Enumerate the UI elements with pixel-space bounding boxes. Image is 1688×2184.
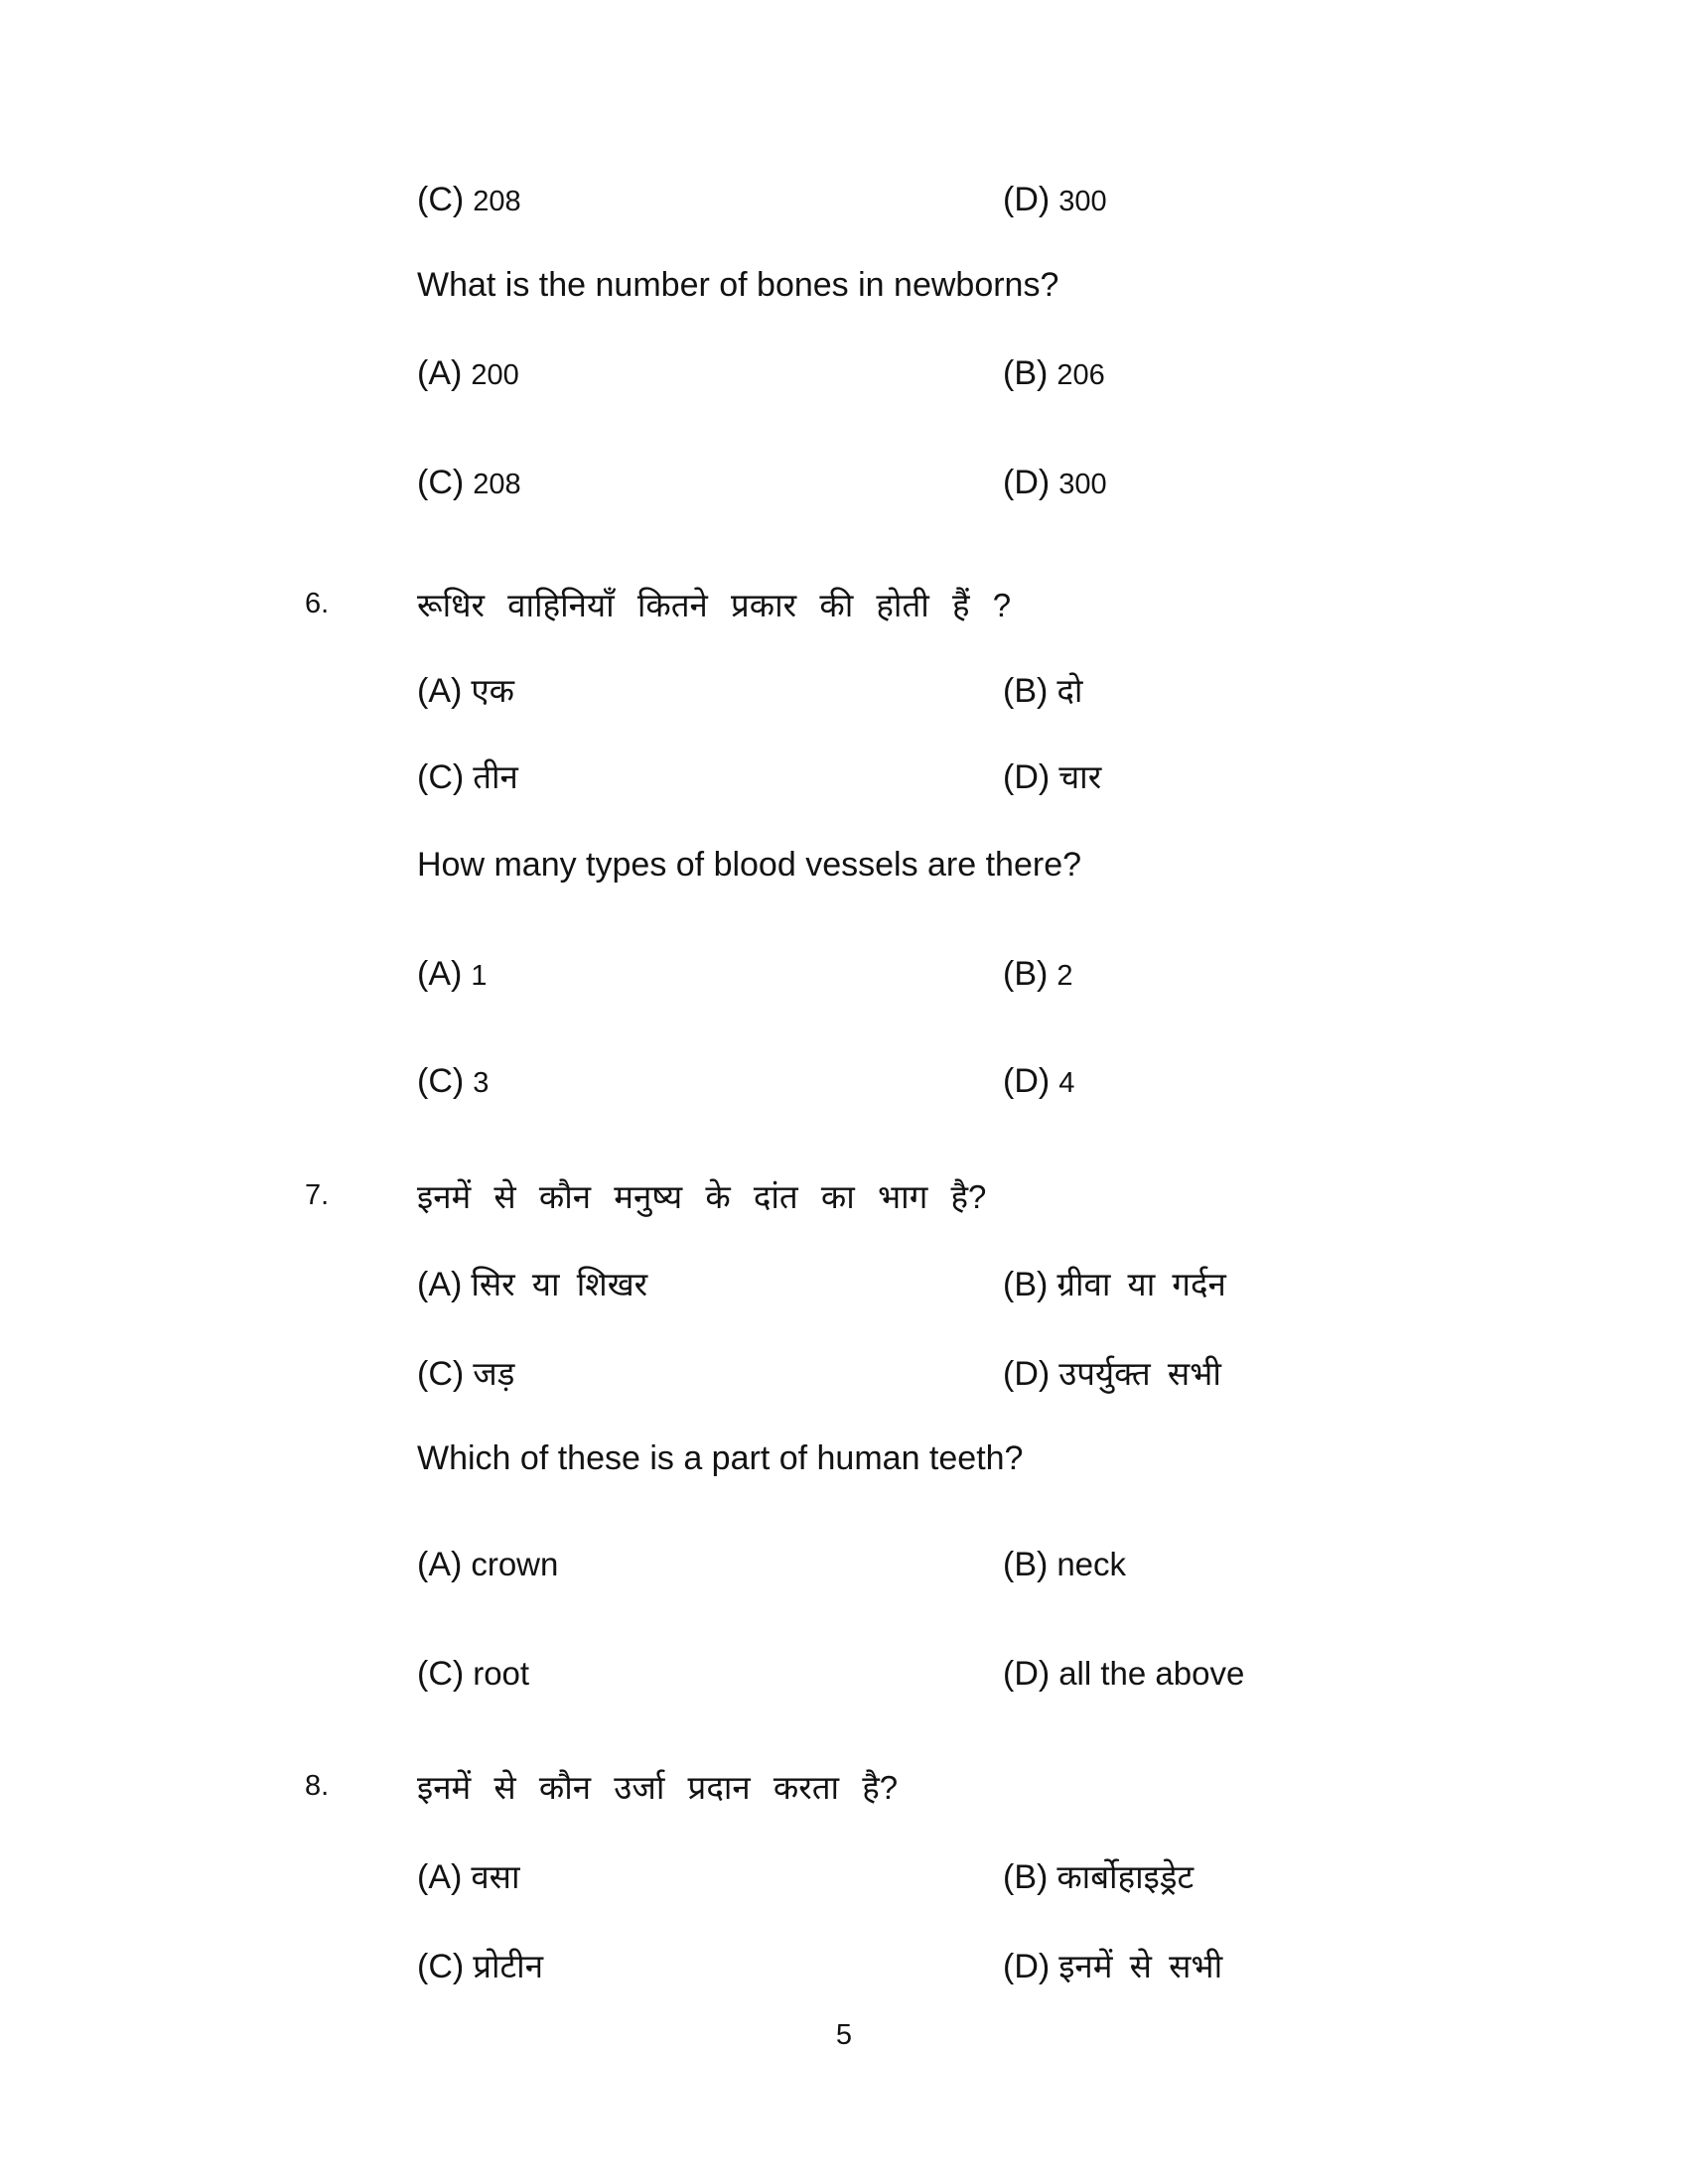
option-label: (B): [1003, 354, 1049, 392]
q7-hindi-option-d: [1003, 1350, 1221, 1395]
question-text-hindi: इनमें से कौन मनुष्य के दांत का भाग है?: [417, 1178, 987, 1215]
q8-hindi-option-d: [1003, 1943, 1222, 1987]
q5-english-option-d: [1003, 464, 1107, 502]
option-value: कार्बोहाइड्रेट: [1056, 1858, 1195, 1895]
option-label: (B): [1003, 955, 1049, 993]
q6-hindi-option-b: [1003, 667, 1082, 712]
option-label: (B): [1003, 1858, 1049, 1896]
q6-hindi-option-a: [417, 667, 514, 712]
option-label: (A): [417, 354, 463, 392]
q7-english-option-b: [1003, 1546, 1126, 1584]
q5-english-option-b: [1003, 354, 1105, 393]
q6-english-option-a: [417, 955, 487, 994]
option-label: (D): [1003, 1062, 1051, 1100]
question-number: 6.: [305, 588, 330, 619]
q7-english-option-a: [417, 1546, 558, 1584]
q7-english-option-d: [1003, 1655, 1244, 1694]
option-value: इनमें से सभी: [1058, 1948, 1223, 1984]
option-label: (D): [1003, 758, 1051, 796]
option-label: (D): [1003, 1948, 1051, 1985]
option-label: (C): [417, 758, 465, 796]
option-value: 300: [1058, 186, 1107, 217]
question-text-english: How many types of blood vessels are there?: [417, 846, 1082, 884]
option-label: (A): [417, 1546, 463, 1583]
option-value: neck: [1056, 1546, 1127, 1582]
option-value: 208: [473, 469, 521, 500]
option-label: (A): [417, 1858, 463, 1896]
option-value: सिर या शिखर: [471, 1266, 648, 1302]
option-value: 208: [473, 186, 521, 217]
option-value: एक: [471, 672, 514, 709]
option-label: (A): [417, 1266, 463, 1303]
option-value: 300: [1058, 469, 1107, 500]
question-text-hindi: इनमें से कौन उर्जा प्रदान करता है?: [417, 1769, 899, 1806]
option-value: root: [473, 1655, 530, 1692]
question-number: 8.: [305, 1770, 330, 1802]
question-text-hindi: रूधिर वाहिनियाँ कितने प्रकार की होती हैं ?: [417, 587, 1012, 623]
q7-hindi-option-b: [1003, 1261, 1226, 1305]
option-value: all the above: [1058, 1655, 1245, 1692]
option-value: 1: [471, 960, 488, 992]
option-label: (B): [1003, 672, 1049, 710]
option-label: (A): [417, 955, 463, 993]
q6-english-option-b: [1003, 955, 1072, 994]
option-value: 4: [1058, 1067, 1075, 1099]
option-value: ग्रीवा या गर्दन: [1056, 1266, 1226, 1302]
q7-english-option-c: [417, 1655, 529, 1694]
option-label: (D): [1003, 1655, 1051, 1693]
option-value: 3: [473, 1067, 490, 1099]
option-label: (A): [417, 672, 463, 710]
q5-hindi-option-c: [417, 181, 521, 219]
q5-english-option-a: [417, 354, 519, 393]
option-label: (D): [1003, 181, 1051, 218]
option-label: (D): [1003, 1355, 1051, 1393]
q7-hindi-option-c: [417, 1350, 514, 1395]
option-value: उपर्युक्त सभी: [1058, 1355, 1221, 1392]
option-label: (C): [417, 1062, 465, 1100]
q6-english-option-c: [417, 1062, 489, 1101]
option-value: चार: [1058, 758, 1102, 795]
q8-hindi-option-c: [417, 1943, 543, 1987]
q5-hindi-option-d: [1003, 181, 1107, 219]
option-value: दो: [1056, 672, 1083, 709]
option-label: (C): [417, 181, 465, 218]
option-value: जड़: [473, 1355, 515, 1392]
q6-hindi-option-c: [417, 753, 518, 798]
q8-hindi-option-b: [1003, 1853, 1194, 1898]
page-number: 5: [835, 2019, 853, 2051]
option-value: प्रोटीन: [473, 1948, 544, 1984]
option-label: (C): [417, 1355, 465, 1393]
q8-hindi-option-a: [417, 1853, 520, 1898]
q7-hindi-option-a: [417, 1261, 647, 1305]
option-value: 2: [1056, 960, 1073, 992]
option-value: 206: [1056, 359, 1105, 391]
q6-hindi-option-d: [1003, 753, 1101, 798]
option-label: (C): [417, 1655, 465, 1693]
option-label: (D): [1003, 464, 1051, 501]
option-label: (B): [1003, 1266, 1049, 1303]
option-label: (C): [417, 1948, 465, 1985]
question-number: 7.: [305, 1179, 330, 1211]
option-label: (C): [417, 464, 465, 501]
option-value: वसा: [471, 1858, 520, 1895]
question-text-english: Which of these is a part of human teeth?: [417, 1439, 1024, 1477]
question-text-english: What is the number of bones in newborns?: [417, 266, 1059, 304]
option-value: तीन: [473, 758, 518, 795]
option-value: crown: [471, 1546, 559, 1582]
q6-english-option-d: [1003, 1062, 1074, 1101]
option-label: (B): [1003, 1546, 1049, 1583]
q5-english-option-c: [417, 464, 521, 502]
option-value: 200: [471, 359, 519, 391]
